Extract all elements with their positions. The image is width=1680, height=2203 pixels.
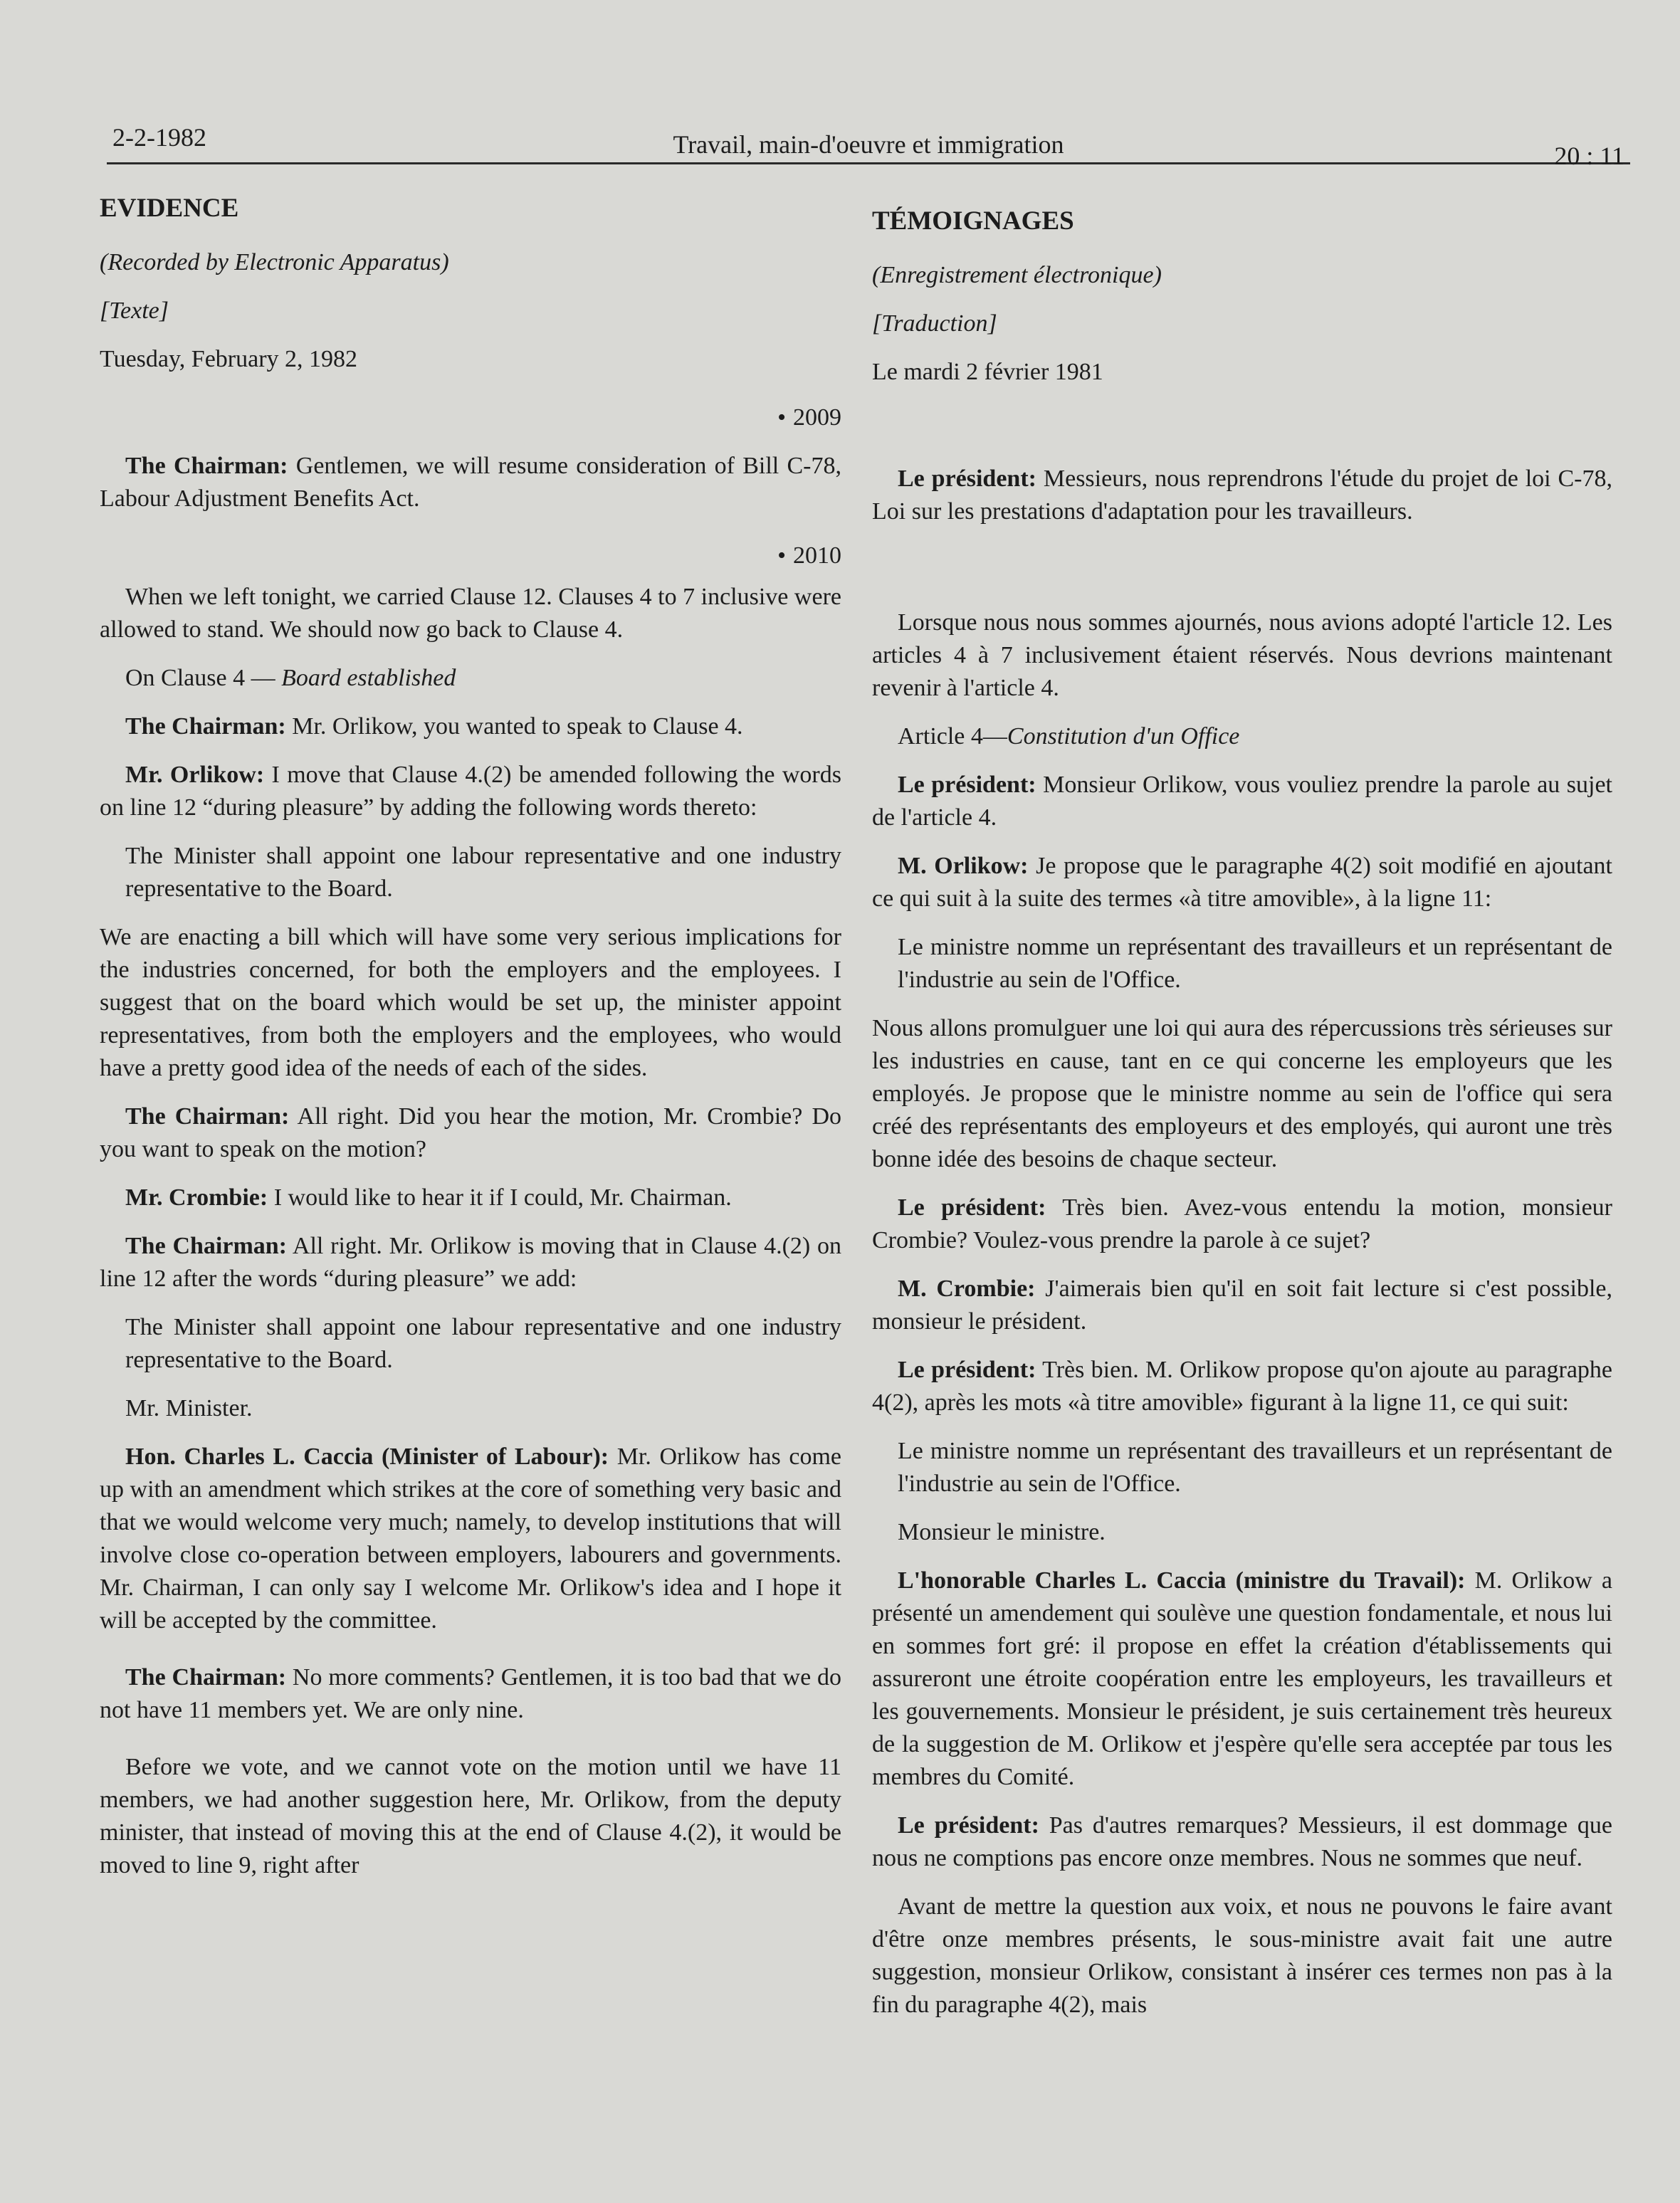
quoted-amendment: Le ministre nomme un représentant des travailleurs et un représentant de l'industrie au sein de l'Office. <box>898 1438 1612 1497</box>
text-tag: [Texte] <box>100 298 169 324</box>
paragraph: Before we vote, and we cannot vote on the motion until we have 11 members, we had another suggestion here, Mr. Orlikow, from the deputy minister, that instead of moving this at the end of Clause 4.(2), it would be moved to line 9, right after <box>100 1754 841 1878</box>
paragraph: Le président: Très bien. M. Orlikow propose qu'on ajoute au paragraphe 4(2), après les mots «à titre amovible» figurant à la ligne 11, ce qui suit: <box>872 1357 1612 1416</box>
paragraph: Mr. Orlikow: I move that Clause 4.(2) be amended following the words on line 12 “during pleasure” by adding the following words thereto: <box>100 762 841 821</box>
paragraph: Avant de mettre la question aux voix, et nous ne pouvons le faire avant d'être onze membres présents, le sous-ministre avait fait une autre suggestion, monsieur Orlikow, consistant à insérer ces termes non pas à la fin du paragraphe 4(2), mais <box>872 1893 1612 2018</box>
quoted-amendment: The Minister shall appoint one labour representative and one industry representative to the Board. <box>125 1314 841 1373</box>
paragraph: Mr. Crombie: I would like to hear it if I could, Mr. Chairman. <box>125 1184 732 1211</box>
clause-heading: Article 4—Constitution d'un Office <box>898 723 1240 750</box>
sitting-date: Tuesday, February 2, 1982 <box>100 346 358 372</box>
paragraph: We are enacting a bill which will have some very serious implications for the industries concerned, for both the employers and the employees. I suggest that on the board which would be set up, the minister appoint representatives, from both the employers and the employees, who would have a pretty good idea of the needs of each of the sides. <box>100 924 841 1081</box>
clause-heading: On Clause 4 — Board established <box>125 665 456 691</box>
paragraph: Lorsque nous nous sommes ajournés, nous avions adopté l'article 12. Les articles 4 à 7 inclusivement étaient réservés. Nous devrions maintenant revenir à l'article 4. <box>872 609 1612 701</box>
paragraph: Monsieur le ministre. <box>898 1519 1106 1545</box>
paragraph: Le président: Messieurs, nous reprendrons l'étude du projet de loi C-78, Loi sur les prestations d'adaptation pour les travailleurs. <box>872 466 1612 525</box>
paragraph: The Chairman: All right. Did you hear the motion, Mr. Crombie? Do you want to speak on the motion? <box>100 1103 841 1162</box>
paragraph: L'honorable Charles L. Caccia (ministre du Travail): M. Orlikow a présenté un amendement qui soulève une question fondamentale, et nous lui en sommes fort gré: il propose en effet la création d'établissements qui assureront une étroite coopération entre les employeurs, les travailleurs et les gouvernements. Monsieur le président, je suis certainement très heureux de la suggestion de M. Orlikow et j'espère qu'elle sera acceptée par tous les membres du Comité. <box>872 1567 1612 1790</box>
sitting-date: Le mardi 2 février 1981 <box>872 359 1103 385</box>
quoted-amendment: The Minister shall appoint one labour representative and one industry representative to the Board. <box>125 843 841 902</box>
header-title: Travail, main-d'oeuvre et immigration <box>673 130 1064 159</box>
paragraph: Nous allons promulguer une loi qui aura des répercussions très sérieuses sur les industries en cause, tant en ce qui concerne les employeurs que les employés. Je propose que le ministre nomme au sein de l'office qui sera créé des représentants des employeurs et des employés, qui auront une très bonne idée des besoins de chaque secteur. <box>872 1015 1612 1172</box>
paragraph: The Chairman: Gentlemen, we will resume consideration of Bill C-78, Labour Adjustment Benefits Act. <box>100 453 841 512</box>
paragraph: The Chairman: All right. Mr. Orlikow is moving that in Clause 4.(2) on line 12 after the words “during pleasure” we add: <box>100 1233 842 1292</box>
heading-evidence: EVIDENCE <box>100 194 239 223</box>
recorded-note: (Recorded by Electronic Apparatus) <box>100 249 449 275</box>
paragraph: The Chairman: No more comments? Gentlemen, it is too bad that we do not have 11 members yet. We are only nine. <box>100 1664 842 1723</box>
paragraph: M. Crombie: J'aimerais bien qu'il en soit fait lecture si c'est possible, monsieur le président. <box>872 1276 1612 1335</box>
french-column <box>872 205 1612 2037</box>
paragraph: Mr. Minister. <box>125 1395 253 1421</box>
paragraph: Le président: Monsieur Orlikow, vous vouliez prendre la parole au sujet de l'article 4. <box>872 772 1612 831</box>
header-date: 2-2-1982 <box>112 123 206 152</box>
quoted-amendment: Le ministre nomme un représentant des travailleurs et un représentant de l'industrie au sein de l'Office. <box>898 934 1612 993</box>
heading-temoignages: TÉMOIGNAGES <box>872 206 1074 236</box>
paragraph: Le président: Pas d'autres remarques? Messieurs, il est dommage que nous ne comptions pas encore onze membres. Nous ne sommes que neuf. <box>872 1812 1612 1871</box>
page-header <box>107 120 1630 170</box>
time-marker: • 2009 <box>100 401 841 434</box>
paragraph: Le président: Très bien. Avez-vous entendu la motion, monsieur Crombie? Voulez-vous prendre la parole à ce sujet? <box>872 1194 1612 1253</box>
recorded-note: (Enregistrement électronique) <box>872 262 1162 288</box>
paragraph: The Chairman: Mr. Orlikow, you wanted to speak to Clause 4. <box>125 713 743 740</box>
header-page-number: 20 : 11 <box>1554 142 1624 170</box>
paragraph: Hon. Charles L. Caccia (Minister of Labour): Mr. Orlikow has come up with an amendment which strikes at the core of something very basic and that we would welcome very much; namely, to develop institutions that will involve close co-operation between employers, labourers and governments. Mr. Chairman, I can only say I welcome Mr. Orlikow's idea and I hope it will be accepted by the committee. <box>100 1444 841 1634</box>
paragraph: When we left tonight, we carried Clause 12. Clauses 4 to 7 inclusive were allowed to stand. We should now go back to Clause 4. <box>100 584 841 643</box>
paragraph: M. Orlikow: Je propose que le paragraphe 4(2) soit modifié en ajoutant ce qui suit à la suite des termes «à titre amovible», à la ligne 11: <box>872 853 1612 912</box>
time-marker: • 2010 <box>100 540 841 572</box>
english-column <box>100 192 841 1898</box>
traduction-tag: [Traduction] <box>872 310 997 337</box>
